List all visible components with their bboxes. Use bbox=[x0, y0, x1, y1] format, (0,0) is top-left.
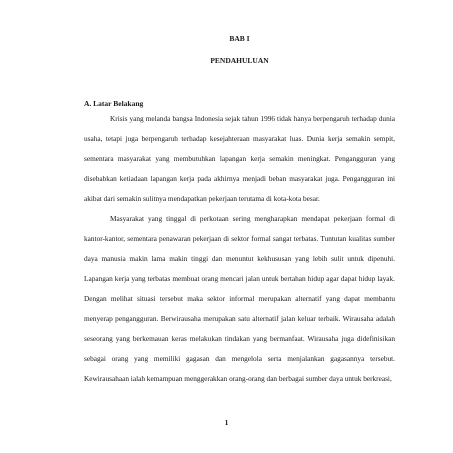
section-heading: A. Latar Belakang bbox=[84, 99, 144, 108]
page-number: 1 bbox=[224, 418, 229, 427]
body-paragraph-2: Masyarakat yang tinggal di perkotaan sering mengharapkan mendapat pekerjaan formal di kantor-kantor, sementara penawaran pekerjaan di sektor formal sangat terbatas. Tuntutan kualitas sumber daya manusia makin lama makin tinggi dan menuntut kekhususan yang lebih sulit untuk dipenuhi. Lapangan kerja yang terbatas membuat orang mencari jalan untuk bertahan hidup agar dapat hidup layak. Dengan melihat situasi tersebut maka sektor informal merupakan alternatif yang dapat membantu menyerap pengangguran. Berwirausaha merupakan satu alternatif jalan keluar terbaik. Wirausaha adalah seseorang yang berkemauan keras melakukan tindakan yang bermanfaat. Wirausaha juga didefinisikan sebagai orang yang memiliki gagasan dan mengelola serta menjalankan gagasannya tersebut. Kewirausahaan ialah kemampuan menggerakkan orang-orang dan berbagai sumber daya untuk berkreasi, bbox=[84, 214, 395, 383]
body-paragraph-1: Krisis yang melanda bangsa Indonesia sejak tahun 1996 tidak hanya berpengaruh terhadap dunia usaha, tetapi juga berpengaruh terhadap kesejahteraan masyarakat luas. Dunia kerja semakin sempit, sementara masyarakat yang membutuhkan lapangan kerja semakin meningkat. Pengangguran yang disebabkan ketiadaan lapangan kerja pada akhirnya menjadi beban masyarakat juga. Pengangguran ini akibat dari semakin sulitnya mendapatkan pekerjaan terutama di kota-kota besar. bbox=[84, 114, 395, 203]
chapter-number: BAB I bbox=[229, 34, 250, 43]
chapter-title: PENDAHULUAN bbox=[210, 56, 269, 65]
